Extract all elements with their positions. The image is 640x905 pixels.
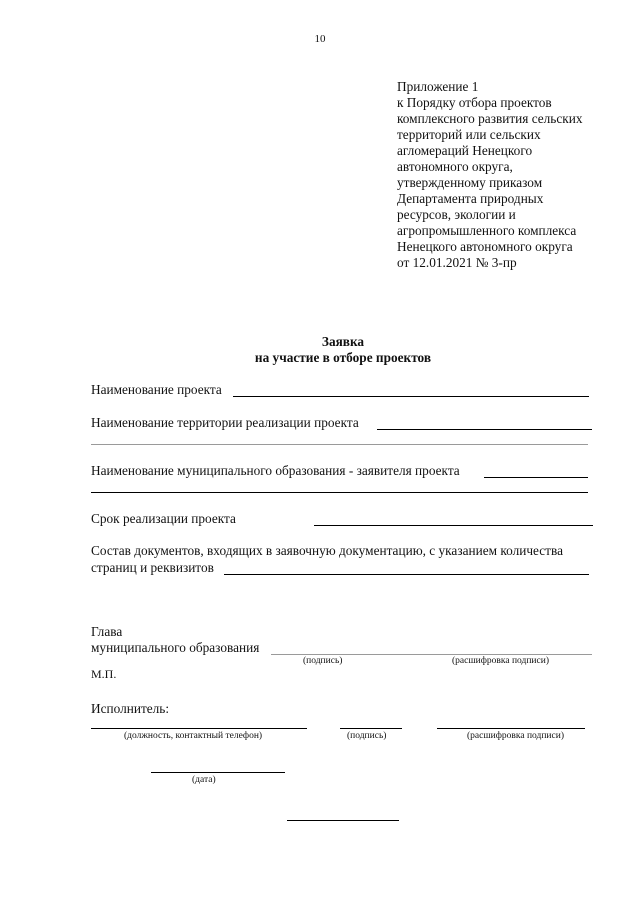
- territory-name-field-line-2[interactable]: [91, 444, 588, 445]
- appendix-line: к Порядку отбора проектов: [397, 95, 552, 110]
- appendix-line: от 12.01.2021 № 3-пр: [397, 255, 517, 270]
- appendix-line: агломераций Ненецкого: [397, 143, 533, 158]
- appendix-line: агропромышленного комплекса: [397, 223, 577, 238]
- document-subtitle: на участие в отборе проектов: [254, 350, 432, 365]
- implementation-period-label: Срок реализации проекта: [91, 511, 236, 526]
- date-caption: (дата): [192, 775, 216, 785]
- municipality-name-field-line-2[interactable]: [91, 492, 588, 493]
- head-label-line-2: муниципального образования: [91, 640, 260, 655]
- executor-signature-field-line[interactable]: [340, 728, 402, 729]
- head-decoding-caption: (расшифровка подписи): [452, 656, 549, 666]
- municipality-name-label: Наименование муниципального образования - заявителя проекта: [91, 463, 460, 478]
- document-title: Заявка: [321, 334, 365, 349]
- territory-name-field-line[interactable]: [377, 429, 592, 430]
- documents-label-line-2: страниц и реквизитов: [91, 560, 214, 575]
- date-field-line[interactable]: [151, 772, 285, 773]
- documents-field-line[interactable]: [224, 574, 589, 575]
- closing-separator-line: [287, 820, 399, 821]
- appendix-line: Ненецкого автономного округа: [397, 239, 573, 254]
- implementation-period-field-line[interactable]: [314, 525, 593, 526]
- executor-signature-caption: (подпись): [347, 731, 387, 741]
- appendix-line: ресурсов, экологии и: [397, 207, 516, 222]
- executor-label: Исполнитель:: [91, 701, 170, 716]
- municipality-name-field-line[interactable]: [484, 477, 588, 478]
- executor-decoding-field-line[interactable]: [437, 728, 585, 729]
- head-signature-field-line[interactable]: [271, 654, 592, 655]
- project-name-field-line[interactable]: [233, 396, 589, 397]
- executor-position-field-line[interactable]: [91, 728, 307, 729]
- executor-position-caption: (должность, контактный телефон): [124, 731, 263, 741]
- appendix-block: [397, 79, 583, 271]
- seal-label: М.П.: [91, 667, 117, 681]
- executor-decoding-caption: (расшифровка подписи): [467, 731, 564, 741]
- documents-label-line-1: Состав документов, входящих в заявочную документацию, с указанием количества: [91, 543, 563, 558]
- appendix-line: утвержденному приказом: [397, 175, 543, 190]
- project-name-label: Наименование проекта: [91, 382, 222, 397]
- head-label-line-1: Глава: [91, 624, 123, 639]
- territory-name-label: Наименование территории реализации проекта: [91, 415, 359, 430]
- head-signature-caption: (подпись): [303, 656, 343, 666]
- appendix-line: территорий или сельских: [397, 127, 541, 142]
- appendix-line: Приложение 1: [397, 79, 479, 94]
- appendix-line: автономного округа,: [397, 159, 513, 174]
- appendix-line: комплексного развития сельских: [397, 111, 583, 126]
- appendix-line: Департамента природных: [397, 191, 544, 206]
- page-number: 10: [314, 33, 326, 45]
